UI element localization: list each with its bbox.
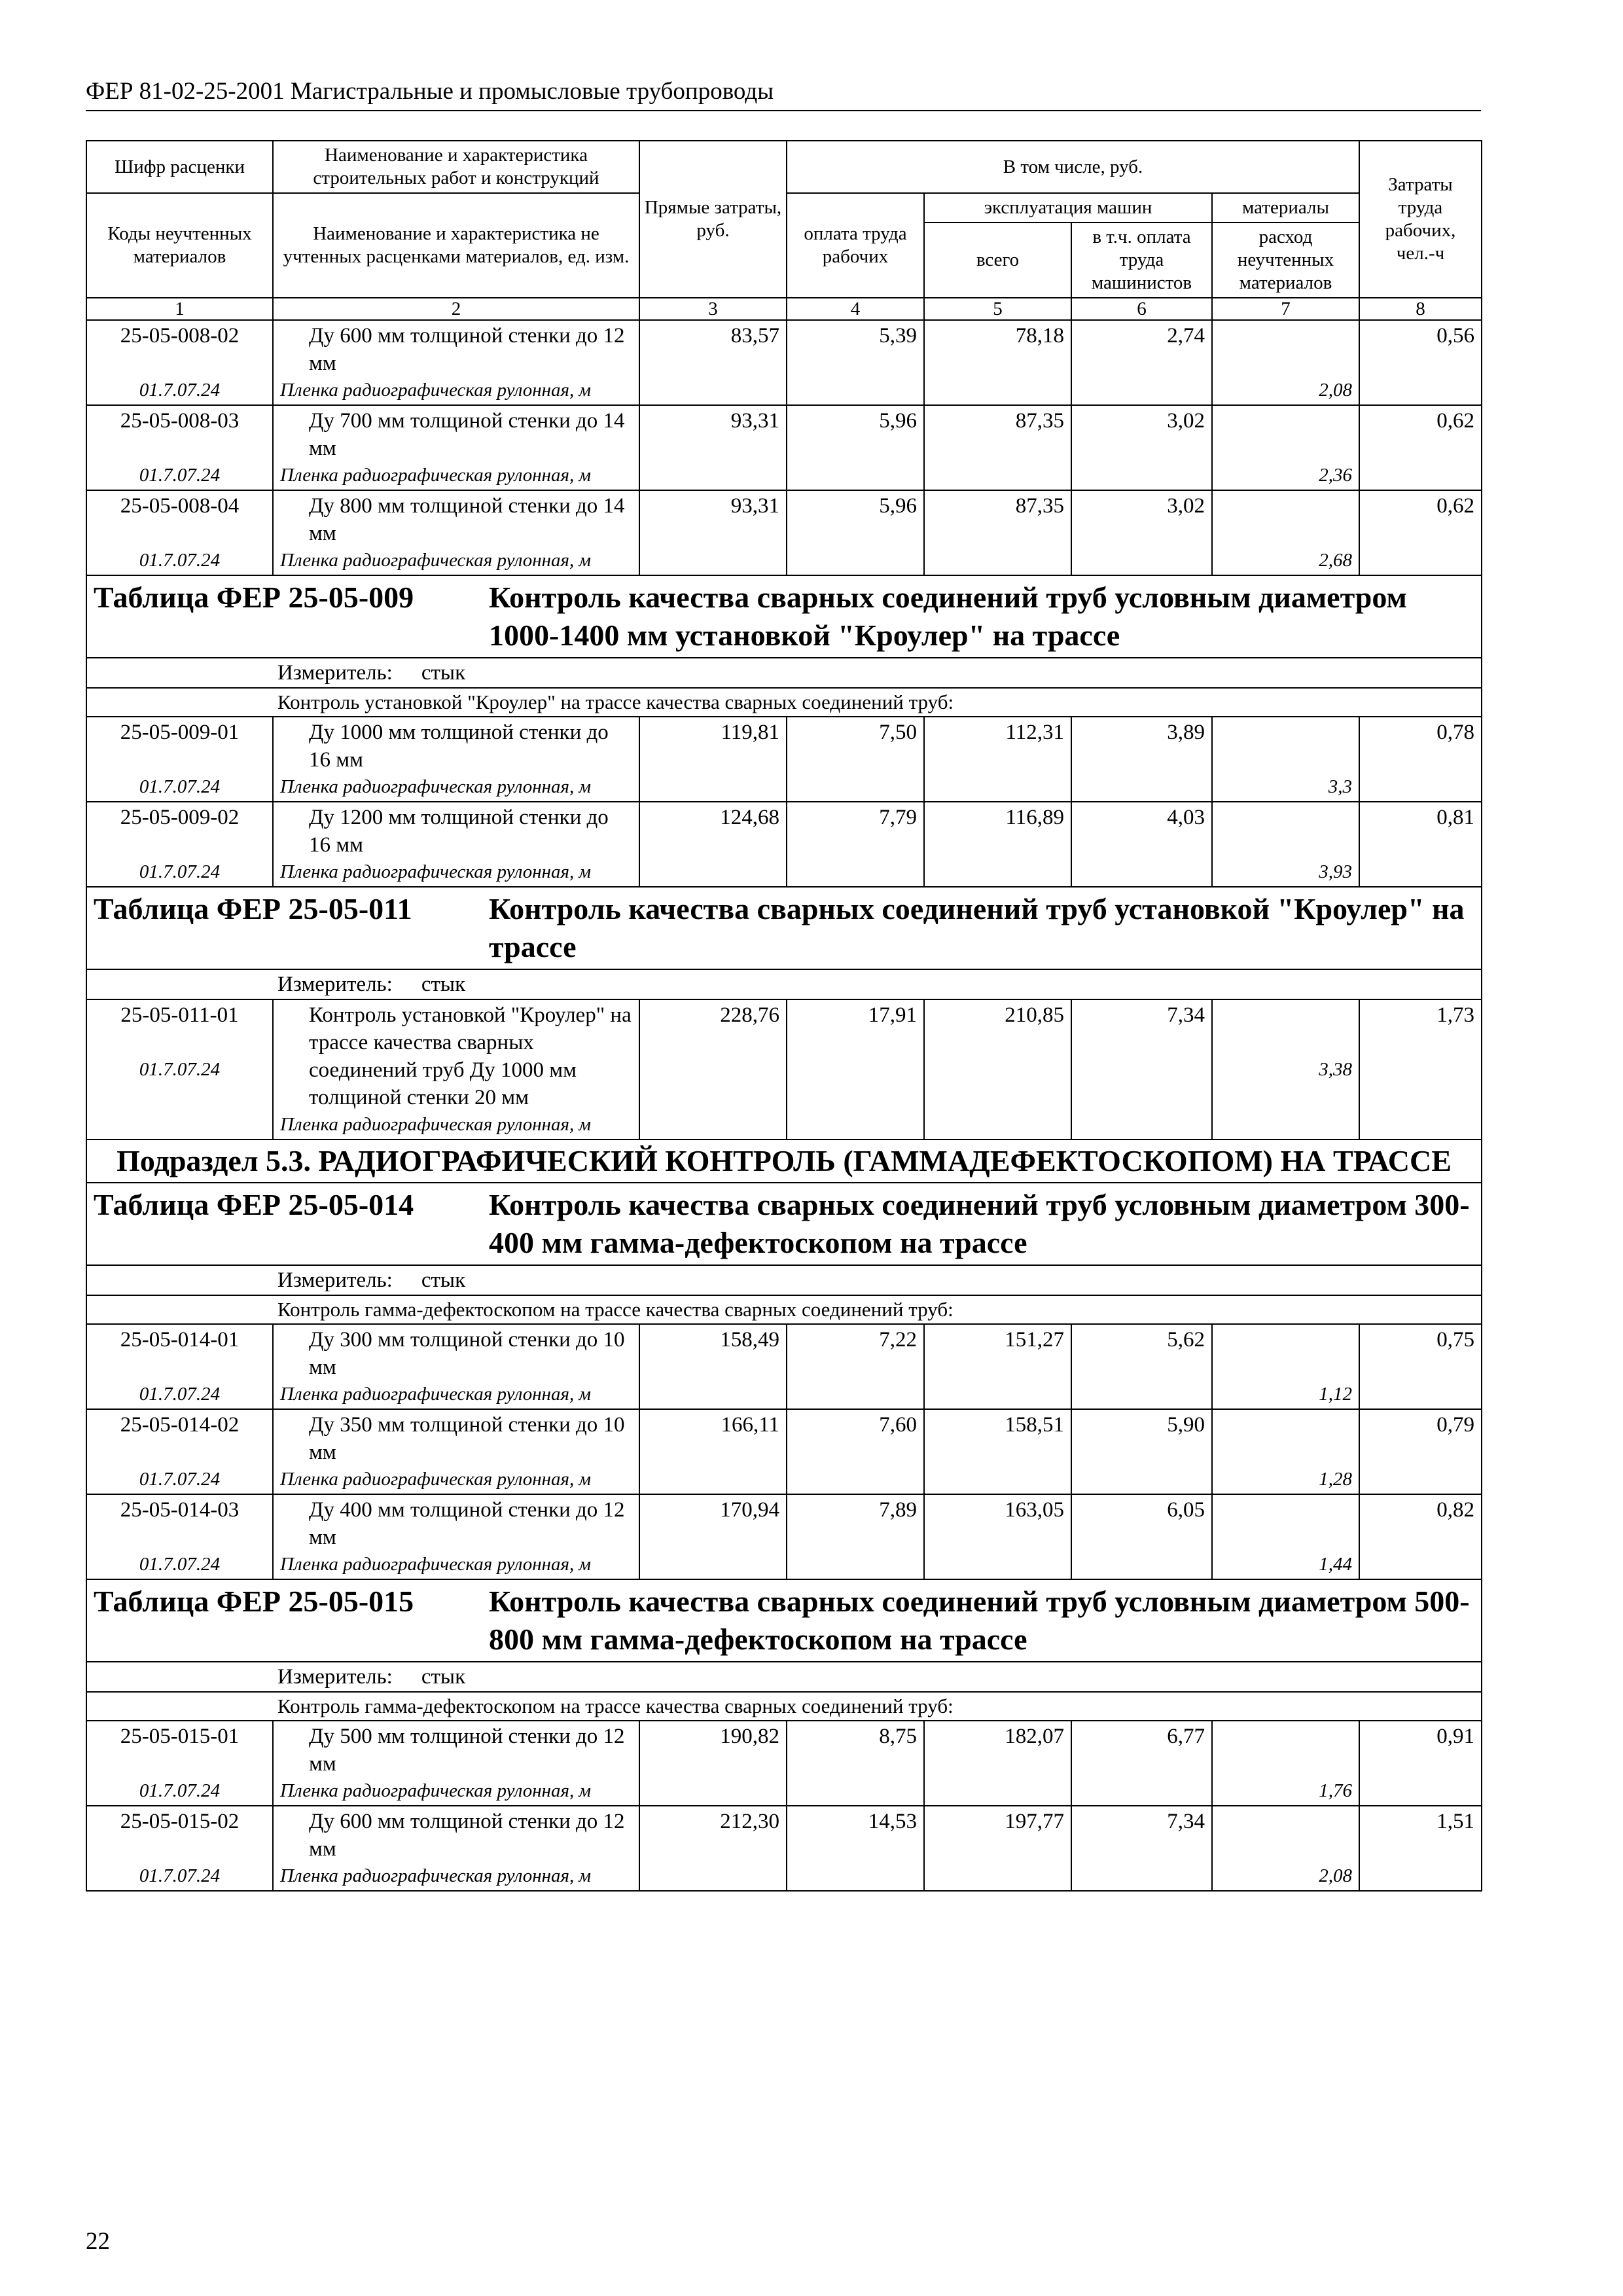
material-qty-cell [1212,490,1359,575]
rate-code: 25-05-008-03 [120,409,240,433]
measure-label: Измеритель: [277,1268,393,1292]
rate-name: Ду 800 мм толщиной стенки до 14 мм [309,494,625,545]
material-name: Пленка радиографическая рулонная, м [280,1114,591,1135]
direct-cost: 228,76 [639,999,787,1139]
material-qty-cell [1212,320,1359,405]
machine-cost: 112,31 [924,717,1071,802]
col-name-header: Наименование и характеристика строительных работ и конструкций [273,141,639,193]
machine-cost: 87,35 [924,490,1071,575]
direct-cost: 212,30 [639,1806,787,1891]
rate-code-cell [86,320,273,405]
material-qty-cell [1212,1721,1359,1806]
measure-unit: стык [421,661,466,685]
rate-code: 25-05-015-01 [120,1725,240,1748]
direct-cost: 93,31 [639,490,787,575]
measure-row [86,658,1482,688]
measure-unit: стык [421,1665,466,1689]
table-title-row [86,887,1482,969]
table-caption: Контроль качества сварных соединений труб установкой "Кроулер" на трассе [489,892,1465,963]
table-row [86,1324,1482,1409]
labor-cost: 7,22 [787,1324,924,1409]
direct-cost: 124,68 [639,802,787,887]
measure-row [86,1265,1482,1295]
labor-hours: 0,56 [1359,320,1482,405]
rate-name-cell [273,1324,639,1409]
rate-name-cell [273,802,639,887]
caption-row [86,688,1482,717]
rate-name: Ду 1000 мм толщиной стенки до 16 мм [309,721,609,772]
table-title-row [86,1579,1482,1662]
rate-code: 25-05-014-03 [120,1498,240,1522]
table-title-cell [86,887,1482,969]
rate-name-cell [273,405,639,490]
rate-name-cell [273,999,639,1139]
col-labor-header: оплата труда рабочих [787,193,924,298]
col-direct-header: Прямые затраты, руб. [639,141,787,298]
caption-row [86,1295,1482,1324]
section-title: Подраздел 5.3. РАДИОГРАФИЧЕСКИЙ КОНТРОЛЬ (ГАММАДЕФЕКТОСКОПОМ) НА ТРАССЕ [86,1139,1482,1183]
machine-cost: 78,18 [924,320,1071,405]
labor-hours: 0,78 [1359,717,1482,802]
material-qty: 3,3 [1328,776,1352,797]
material-code: 01.7.07.24 [139,1865,221,1886]
material-qty-cell [1212,999,1359,1139]
material-qty: 1,76 [1319,1780,1352,1801]
col-mach-labor-header: в т.ч. оплата труда машинистов [1071,223,1212,298]
group-caption: Контроль установкой "Кроулер" на трассе качества сварных соединений труб: [86,688,1482,717]
machine-cost: 158,51 [924,1409,1071,1494]
labor-cost: 8,75 [787,1721,924,1806]
labor-cost: 7,79 [787,802,924,887]
material-qty-cell [1212,1806,1359,1891]
material-code: 01.7.07.24 [139,380,221,401]
measure-row [86,1662,1482,1692]
direct-cost: 83,57 [639,320,787,405]
table-row [86,490,1482,575]
column-number: 3 [639,298,787,320]
rate-code-cell [86,999,273,1139]
measure-cell [86,658,1482,688]
material-qty: 2,08 [1319,380,1352,401]
material-qty-cell [1212,1494,1359,1579]
column-number: 4 [787,298,924,320]
machinist-cost: 3,02 [1071,405,1212,490]
direct-cost: 190,82 [639,1721,787,1806]
material-qty: 1,28 [1319,1469,1352,1490]
measure-label: Измеритель: [277,661,393,685]
material-qty: 1,44 [1319,1554,1352,1575]
header-row-1 [86,141,1482,193]
measure-cell [86,969,1482,999]
material-qty: 1,12 [1319,1384,1352,1405]
rate-code: 25-05-015-02 [120,1810,240,1833]
labor-hours: 0,82 [1359,1494,1482,1579]
group-caption: Контроль гамма-дефектоскопом на трассе качества сварных соединений труб: [86,1692,1482,1721]
rate-name-cell [273,490,639,575]
measure-row [86,969,1482,999]
labor-cost: 7,89 [787,1494,924,1579]
material-qty-cell [1212,1324,1359,1409]
rate-name: Ду 1200 мм толщиной стенки до 16 мм [309,806,609,857]
machine-cost: 197,77 [924,1806,1071,1891]
table-row [86,717,1482,802]
machinist-cost: 2,74 [1071,320,1212,405]
table-row [86,1806,1482,1891]
material-name: Пленка радиографическая рулонная, м [280,380,591,401]
machinist-cost: 5,62 [1071,1324,1212,1409]
rate-code-cell [86,490,273,575]
material-qty: 2,68 [1319,550,1352,571]
column-number: 7 [1212,298,1359,320]
measure-cell [86,1265,1482,1295]
material-code: 01.7.07.24 [139,1059,221,1080]
measure-label: Измеритель: [277,973,393,996]
direct-cost: 93,31 [639,405,787,490]
machine-cost: 116,89 [924,802,1071,887]
material-qty-cell [1212,1409,1359,1494]
labor-hours: 0,91 [1359,1721,1482,1806]
rate-code-cell [86,1721,273,1806]
labor-cost: 5,96 [787,405,924,490]
rate-code-cell [86,1324,273,1409]
material-name: Пленка радиографическая рулонная, м [280,550,591,571]
material-name: Пленка радиографическая рулонная, м [280,1554,591,1575]
machinist-cost: 3,89 [1071,717,1212,802]
material-name: Пленка радиографическая рулонная, м [280,861,591,882]
table-row [86,1494,1482,1579]
machinist-cost: 6,05 [1071,1494,1212,1579]
table-number: Таблица ФЕР 25-05-014 [94,1188,414,1221]
rate-code-cell [86,1409,273,1494]
material-code: 01.7.07.24 [139,550,221,571]
table-number: Таблица ФЕР 25-05-015 [94,1585,414,1618]
machinist-cost: 5,90 [1071,1409,1212,1494]
col-matname-header: Наименование и характеристика не учтенных расценками материалов, ед. изм. [273,193,639,298]
material-qty: 2,08 [1319,1865,1352,1886]
rate-code: 25-05-008-04 [120,494,240,518]
rate-code: 25-05-009-02 [120,806,240,829]
table-caption: Контроль качества сварных соединений труб условным диаметром 500-800 мм гамма-дефектоскопом на трассе [489,1585,1470,1656]
column-numbers-row [86,298,1482,320]
material-code: 01.7.07.24 [139,1780,221,1801]
col-hours-header: Затраты труда рабочих, чел.-ч [1359,141,1482,298]
col-mat-qty-header: расход неучтенных материалов [1212,223,1359,298]
rate-name: Контроль установкой "Кроулер" на трассе качества сварных соединений труб Ду 1000 мм толщиной стенки 20 мм [309,1003,632,1109]
labor-hours: 0,79 [1359,1409,1482,1494]
column-number: 6 [1071,298,1212,320]
rate-name-cell [273,1806,639,1891]
table-title-cell [86,575,1482,658]
col-machines-header: эксплуатация машин [924,193,1212,223]
rate-code-cell [86,717,273,802]
measure-label: Измеритель: [277,1665,393,1689]
material-name: Пленка радиографическая рулонная, м [280,776,591,797]
labor-hours: 0,81 [1359,802,1482,887]
rate-name: Ду 700 мм толщиной стенки до 14 мм [309,409,625,460]
table-row [86,1721,1482,1806]
material-code: 01.7.07.24 [139,1469,221,1490]
machinist-cost: 6,77 [1071,1721,1212,1806]
rate-code-cell [86,1806,273,1891]
machine-cost: 210,85 [924,999,1071,1139]
table-title-cell [86,1183,1482,1265]
price-table [86,140,1482,1892]
material-qty-cell [1212,405,1359,490]
section-row [86,1139,1482,1183]
table-row [86,320,1482,405]
material-code: 01.7.07.24 [139,861,221,882]
rate-name-cell [273,1409,639,1494]
material-name: Пленка радиографическая рулонная, м [280,1384,591,1405]
table-title [94,1186,1474,1262]
measure-unit: стык [421,973,466,996]
column-number: 8 [1359,298,1482,320]
table-row [86,802,1482,887]
machinist-cost: 4,03 [1071,802,1212,887]
material-qty-cell [1212,717,1359,802]
col-mach-total-header: всего [924,223,1071,298]
material-qty: 3,93 [1319,861,1352,882]
table-row [86,999,1482,1139]
labor-hours: 1,51 [1359,1806,1482,1891]
rate-name-cell [273,717,639,802]
header-rule [86,110,1481,111]
col-group-header: В том числе, руб. [787,141,1359,193]
labor-cost: 7,60 [787,1409,924,1494]
table-number: Таблица ФЕР 25-05-011 [94,892,412,925]
col-materials-header: материалы [1212,193,1359,223]
rate-name: Ду 400 мм толщиной стенки до 12 мм [309,1498,625,1549]
group-caption: Контроль гамма-дефектоскопом на трассе качества сварных соединений труб: [86,1295,1482,1324]
machine-cost: 87,35 [924,405,1071,490]
direct-cost: 166,11 [639,1409,787,1494]
rate-name: Ду 600 мм толщиной стенки до 12 мм [309,1810,625,1861]
caption-row [86,1692,1482,1721]
col-code-header: Шифр расценки [86,141,273,193]
table-title [94,890,1474,966]
rate-name: Ду 350 мм толщиной стенки до 10 мм [309,1413,625,1464]
table-caption: Контроль качества сварных соединений труб условным диаметром 1000-1400 мм установкой "Кроулер" на трассе [489,581,1407,652]
table-title-row [86,1183,1482,1265]
material-name: Пленка радиографическая рулонная, м [280,1780,591,1801]
table-title-row [86,575,1482,658]
column-number: 5 [924,298,1071,320]
rate-code: 25-05-009-01 [120,721,240,744]
material-code: 01.7.07.24 [139,465,221,486]
rate-name-cell [273,1494,639,1579]
machine-cost: 182,07 [924,1721,1071,1806]
direct-cost: 119,81 [639,717,787,802]
table-caption: Контроль качества сварных соединений труб условным диаметром 300-400 мм гамма-дефектоскопом на трассе [489,1188,1470,1259]
table-row [86,405,1482,490]
material-name: Пленка радиографическая рулонная, м [280,1865,591,1886]
material-name: Пленка радиографическая рулонная, м [280,465,591,486]
column-number: 2 [273,298,639,320]
rate-name-cell [273,320,639,405]
labor-hours: 1,73 [1359,999,1482,1139]
rate-code: 25-05-008-02 [120,324,240,348]
direct-cost: 158,49 [639,1324,787,1409]
rate-code-cell [86,1494,273,1579]
table-title [94,1583,1474,1659]
material-name: Пленка радиографическая рулонная, м [280,1469,591,1490]
rate-name-cell [273,1721,639,1806]
table-title-cell [86,1579,1482,1662]
page-header: ФЕР 81-02-25-2001 Магистральные и промысловые трубопроводы [86,78,774,105]
table-number: Таблица ФЕР 25-05-009 [94,581,414,614]
labor-cost: 5,39 [787,320,924,405]
labor-cost: 7,50 [787,717,924,802]
material-code: 01.7.07.24 [139,1384,221,1405]
machinist-cost: 3,02 [1071,490,1212,575]
direct-cost: 170,94 [639,1494,787,1579]
rate-code-cell [86,405,273,490]
rate-name: Ду 500 мм толщиной стенки до 12 мм [309,1725,625,1776]
material-code: 01.7.07.24 [139,776,221,797]
rate-code: 25-05-011-01 [120,1003,239,1027]
table-title [94,579,1474,655]
measure-cell [86,1662,1482,1692]
column-number: 1 [86,298,273,320]
measure-unit: стык [421,1268,466,1292]
labor-hours: 0,62 [1359,490,1482,575]
material-code: 01.7.07.24 [139,1554,221,1575]
machine-cost: 163,05 [924,1494,1071,1579]
rate-code-cell [86,802,273,887]
labor-hours: 0,75 [1359,1324,1482,1409]
rate-name: Ду 600 мм толщиной стенки до 12 мм [309,324,625,375]
labor-hours: 0,62 [1359,405,1482,490]
page-number: 22 [86,2228,110,2255]
col-matcode-header: Коды неучтенных материалов [86,193,273,298]
rate-code: 25-05-014-01 [120,1328,240,1352]
machine-cost: 151,27 [924,1324,1071,1409]
labor-cost: 17,91 [787,999,924,1139]
machinist-cost: 7,34 [1071,999,1212,1139]
machinist-cost: 7,34 [1071,1806,1212,1891]
table-row [86,1409,1482,1494]
material-qty-cell [1212,802,1359,887]
material-qty: 2,36 [1319,465,1352,486]
labor-cost: 14,53 [787,1806,924,1891]
rate-name: Ду 300 мм толщиной стенки до 10 мм [309,1328,625,1379]
material-qty: 3,38 [1319,1059,1352,1080]
rate-code: 25-05-014-02 [120,1413,240,1437]
labor-cost: 5,96 [787,490,924,575]
